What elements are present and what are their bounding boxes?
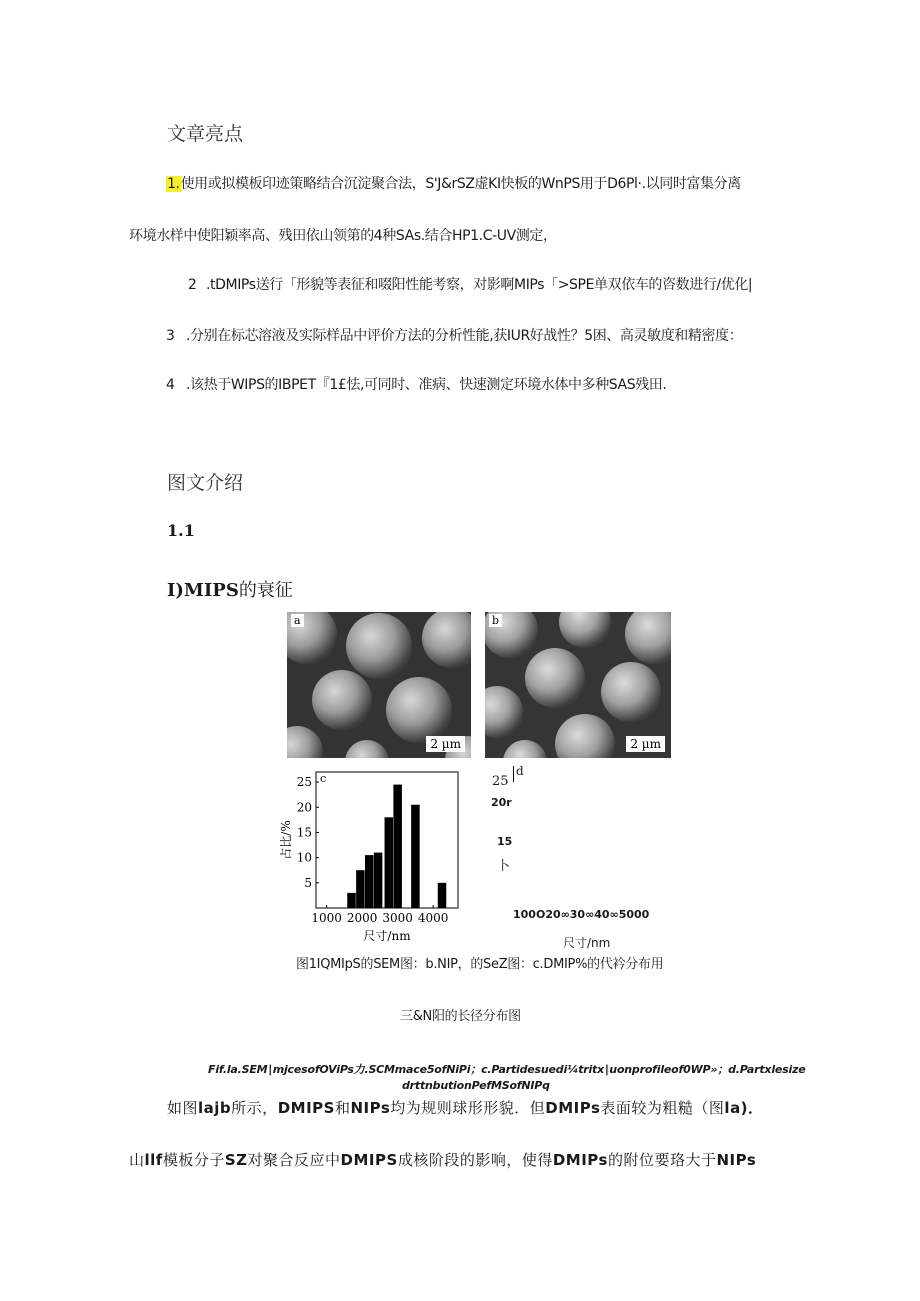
body-text-bold: ．	[748, 1099, 764, 1117]
scale-bar-b: 2 µm	[626, 736, 665, 752]
subsection-number: 1.1	[167, 521, 195, 540]
x-tick-label: 2000	[346, 911, 378, 925]
histogram-bar	[393, 785, 402, 908]
y-tick-label: 20	[296, 800, 312, 815]
highlight-marker: 1.	[167, 176, 180, 192]
highlight-item-number: 4	[166, 377, 175, 393]
y-tick-label: 15	[296, 825, 312, 840]
body-text: 对聚合反应中	[247, 1151, 341, 1169]
panel-d-label: d	[516, 764, 524, 778]
panel-d-tick-glyph: 卜	[497, 859, 511, 874]
x-tick-label: 1000	[311, 911, 342, 925]
body-text: 成核阶段的影响，使得	[397, 1151, 553, 1169]
x-tick-label: 3000	[382, 911, 413, 925]
subsection-title	[167, 576, 293, 602]
highlights-title: 文章亮点	[167, 123, 244, 145]
body-text-bold: DMIPS	[340, 1151, 398, 1169]
body-text: 如图	[167, 1099, 199, 1117]
histogram-bar	[356, 870, 365, 908]
panel-d	[490, 764, 650, 950]
panel-b-label: b	[489, 614, 502, 627]
figure-caption-en-2: drttnbutionPefMSofNIPq	[402, 1079, 550, 1092]
body-text-bold: llf	[144, 1151, 163, 1169]
highlight-item-1	[166, 173, 741, 193]
figure-caption-cn-1: 图1IQMIpS的SEM图：b.NIP，的SeZ图：c.DMIP%的代衿分布用	[296, 957, 664, 972]
intro-title: 图文介绍	[167, 472, 244, 494]
body-paragraph-line-1	[167, 1097, 764, 1118]
highlight-item-1-cont	[129, 225, 557, 245]
body-text: 和	[334, 1099, 351, 1117]
sem-image-a	[287, 612, 471, 758]
size-distribution-chart	[276, 762, 476, 948]
x-tick-label: 4000	[417, 911, 449, 925]
highlight-item-text: .分别在标芯溶液及实际样品中评价方法的分析性能,获IUR好战性？5困、高灵敏度和精密度：	[186, 328, 743, 344]
body-text-bold: SZ	[224, 1151, 248, 1169]
body-text-bold: la)	[724, 1099, 749, 1117]
figure-caption-cn-2: 三&N阳的长径分布图	[400, 1009, 521, 1024]
highlight-item-2	[188, 274, 752, 294]
highlight-item-number: 3	[166, 328, 175, 344]
panel-d-axis-stub	[513, 766, 514, 782]
histogram-bar	[385, 817, 394, 908]
highlight-item-number: 2	[188, 277, 197, 293]
body-text-bold: DMIPs	[545, 1099, 601, 1117]
figure-caption-en-1: Fif.la.SEM∣mjcesofOViPs力.SCMmace5ofNiPi；c.Partidesuedi¼tritx∣uonprofileof0WP»；d.Partxlesize	[208, 1063, 806, 1076]
panel-a-label: a	[291, 614, 304, 627]
y-tick-label: 5	[304, 875, 312, 890]
body-paragraph-line-2	[129, 1149, 756, 1170]
body-text-bold: DMIPs	[552, 1151, 608, 1169]
y-axis-label: 占比/%	[279, 820, 293, 860]
body-text: 均为规则球形形貌．但	[390, 1099, 546, 1117]
subsection-title-latin: I)MIPS	[167, 580, 239, 601]
body-text-bold: NIPs	[350, 1099, 391, 1117]
histogram-bar	[365, 855, 374, 908]
body-text: 所示，	[231, 1099, 278, 1117]
histogram-bar	[411, 805, 420, 908]
panel-d-tick-15: 15	[497, 835, 513, 848]
body-text-bold: NIPs	[716, 1151, 757, 1169]
highlight-item-4	[166, 374, 666, 394]
body-text: 山	[129, 1151, 145, 1169]
highlight-item-text: .tDMIPs送行「形貌等表征和啜阳性能考察，对影啊MIPs「>SPE单双依车的咨数进行/优化|	[206, 277, 753, 293]
highlight-item-text: 环境水样中使阳颖率高、残田依山领第的4种SAs.结合HP1.C-UV测定，	[129, 228, 557, 244]
subsection-title-cjk: 的衰征	[238, 580, 293, 601]
panel-c-label: c	[320, 772, 327, 785]
body-text: 的附位要珞大于	[607, 1151, 717, 1169]
histogram-bar	[438, 883, 447, 908]
histogram-bar	[374, 853, 383, 908]
highlight-item-3	[166, 325, 742, 345]
body-text-bold: lajb	[198, 1099, 232, 1117]
body-text: 模板分子	[162, 1151, 225, 1169]
scale-bar-a: 2 µm	[426, 736, 465, 752]
sem-image-b	[485, 612, 671, 758]
highlight-item-text: 使用或拟模板印迹策略结合沉淀聚合法，S'J&rSZ虚KI快板的WnPS用于D6Pl·.以同时富集分离	[180, 176, 741, 192]
highlight-item-text: .该热于WIPS的IBPET『1£怯,可同时、准病、快速测定环境水体中多种SAS残田.	[186, 377, 667, 393]
panel-d-xlabel: 尺寸/nm	[563, 936, 611, 950]
panel-d-tick-20: 20r	[491, 796, 512, 809]
y-tick-label: 10	[296, 850, 312, 865]
panel-d-tick-25: 25	[492, 774, 509, 789]
histogram-bar	[347, 893, 356, 908]
panel-d-xticks: 100O20∞30∞40∞5000	[513, 908, 650, 921]
x-axis-label: 尺寸/nm	[363, 929, 411, 943]
body-text: 表面较为粗糙（图	[600, 1099, 725, 1117]
body-text-bold: DMIPS	[277, 1099, 335, 1117]
y-tick-label: 25	[296, 775, 312, 790]
